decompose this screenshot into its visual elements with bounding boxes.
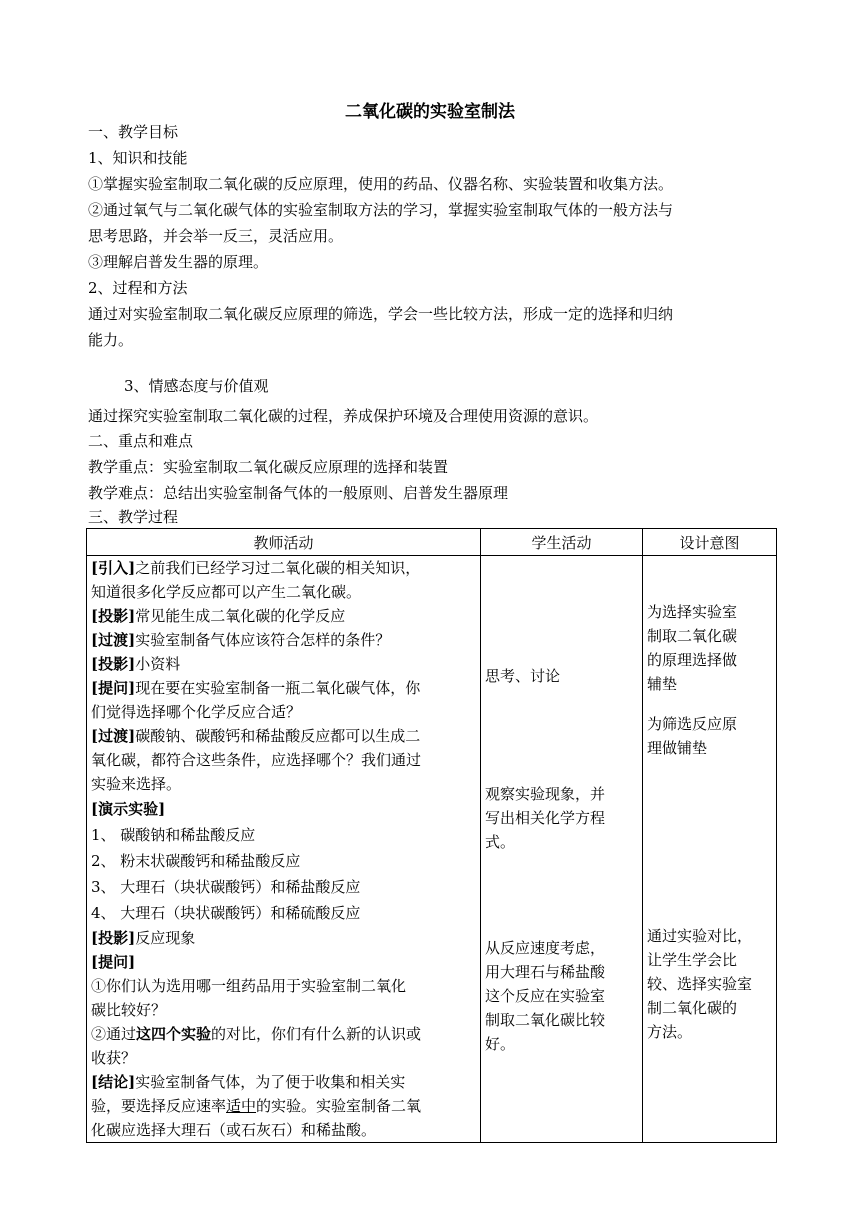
table-header-row	[87, 529, 777, 556]
teacher-line: 收获？	[91, 1049, 137, 1067]
student-activity-2: 写出相关化学方程	[485, 809, 606, 827]
teaching-difficulty: 教学难点：总结出实验室制备气体的一般原则、启普发生器原理	[88, 484, 509, 502]
goal-knowledge-1: ①掌握实验室制取二氧化碳的反应原理，使用的药品、仪器名称、实验装置和收集方法。	[88, 175, 674, 193]
teacher-line: 们觉得选择哪个化学反应合适？	[91, 703, 302, 721]
teacher-line: 化碳应选择大理石（或石灰石）和稀盐酸。	[91, 1121, 377, 1139]
teacher-line: [投影]小资料	[91, 655, 181, 673]
goal-process-line-2: 能力。	[88, 331, 134, 349]
heading-knowledge-skills: 1、知识和技能	[88, 149, 188, 167]
teacher-line: 知道很多化学反应都可以产生二氧化碳。	[91, 583, 362, 601]
tag-introduction: [引入]	[91, 559, 136, 577]
goal-emotion: 通过探究实验室制取二氧化碳的过程，养成保护环境及合理使用资源的意识。	[88, 407, 599, 425]
header-student-activity: 学生活动	[481, 529, 643, 556]
teacher-line: ②通过这四个实验的对比，你们有什么新的认识或	[91, 1025, 422, 1043]
teaching-process-table	[86, 528, 777, 1143]
design-intent-3: 方法。	[647, 1023, 693, 1041]
experiment-item: 2、 粉末状碳酸钙和稀盐酸反应	[91, 852, 301, 870]
student-activity-3: 制取二氧化碳比较	[485, 1011, 606, 1029]
student-activity-3: 用大理石与稀盐酸	[485, 963, 606, 981]
teacher-line: [过渡]实验室制备气体应该符合怎样的条件？	[91, 631, 391, 649]
heading-process-methods: 2、过程和方法	[88, 279, 188, 297]
experiment-item: 3、 大理石（块状碳酸钙）和稀盐酸反应	[91, 878, 361, 896]
teacher-line: [引入]之前我们已经学习过二氧化碳的相关知识，	[91, 559, 421, 577]
tag-question: [提问]	[91, 953, 136, 971]
goal-knowledge-2-line-1: ②通过氧气与二氧化碳气体的实验室制取方法的学习，掌握实验室制取气体的一般方法与	[88, 201, 674, 219]
tag-projection: [投影]	[91, 655, 136, 673]
student-activity-cell	[481, 556, 643, 1143]
design-intent-3: 让学生学会比	[647, 951, 738, 969]
bold-four-experiments: 这四个实验	[136, 1025, 212, 1043]
student-activity-2: 式。	[485, 833, 516, 851]
page-title: 二氧化碳的实验室制法	[345, 102, 515, 122]
design-intent-1: 为选择实验室	[647, 603, 738, 621]
header-design-intent: 设计意图	[643, 529, 777, 556]
design-intent-3: 较、选择实验室	[647, 975, 753, 993]
tag-transition: [过渡]	[91, 631, 136, 649]
header-teacher-activity: 教师活动	[87, 529, 481, 556]
table-row	[87, 556, 777, 1143]
teacher-line: [提问]现在要在实验室制备一瓶二氧化碳气体，你	[91, 679, 421, 697]
teacher-line: [投影]常见能生成二氧化碳的化学反应	[91, 607, 346, 625]
goal-knowledge-3: ③理解启普发生器的原理。	[88, 253, 269, 271]
heading-key-points: 二、重点和难点	[88, 432, 194, 450]
teacher-line: [过渡]碳酸钠、碳酸钙和稀盐酸反应都可以生成二	[91, 727, 421, 745]
design-intent-3: 通过实验对比，	[647, 927, 753, 945]
design-intent-2: 理做铺垫	[647, 739, 708, 757]
underlined-moderate: 适中	[226, 1097, 257, 1115]
experiment-item: 4、 大理石（块状碳酸钙）和稀硫酸反应	[91, 904, 361, 922]
goal-knowledge-2-line-2: 思考思路，并会举一反三，灵活应用。	[88, 227, 344, 245]
design-intent-1: 辅垫	[647, 675, 678, 693]
tag-demo-experiment: [演示实验]	[91, 800, 166, 818]
design-intent-1: 的原理选择做	[647, 651, 738, 669]
tag-projection: [投影]	[91, 929, 136, 947]
heading-emotion-values: 3、情感态度与价值观	[124, 377, 269, 395]
heading-teaching-process: 三、教学过程	[88, 508, 179, 526]
teacher-line: 实验来选择。	[91, 775, 182, 793]
design-intent-2: 为筛选反应原	[647, 715, 738, 733]
teacher-line: [投影]反应现象	[91, 929, 196, 947]
design-intent-3: 制二氧化碳的	[647, 999, 738, 1017]
teacher-line: 验，要选择反应速率适中的实验。实验室制备二氧	[91, 1097, 422, 1115]
design-intent-cell	[643, 556, 777, 1143]
goal-process-line-1: 通过对实验室制取二氧化碳反应原理的筛选，学会一些比较方法，形成一定的选择和归纳	[88, 305, 674, 323]
tag-transition: [过渡]	[91, 727, 136, 745]
teaching-focus: 教学重点：实验室制取二氧化碳反应原理的选择和装置	[88, 458, 449, 476]
teacher-line: 氧化碳，都符合这些条件，应选择哪个？我们通过	[91, 751, 422, 769]
heading-teaching-goals: 一、教学目标	[88, 123, 179, 141]
tag-projection: [投影]	[91, 607, 136, 625]
tag-conclusion: [结论]	[91, 1073, 136, 1091]
student-activity-1: 思考、讨论	[485, 667, 561, 685]
teacher-line: ①你们认为选用哪一组药品用于实验室制二氧化	[91, 977, 407, 995]
experiment-item: 1、 碳酸钠和稀盐酸反应	[91, 826, 256, 844]
student-activity-3: 从反应速度考虑，	[485, 939, 606, 957]
tag-question: [提问]	[91, 679, 136, 697]
teacher-line: 碳比较好？	[91, 1001, 167, 1019]
design-intent-1: 制取二氧化碳	[647, 627, 738, 645]
student-activity-3: 这个反应在实验室	[485, 987, 606, 1005]
teacher-line: [结论]实验室制备气体，为了便于收集和相关实	[91, 1073, 406, 1091]
student-activity-2: 观察实验现象，并	[485, 785, 606, 803]
student-activity-3: 好。	[485, 1035, 516, 1053]
teacher-activity-cell	[87, 556, 481, 1143]
